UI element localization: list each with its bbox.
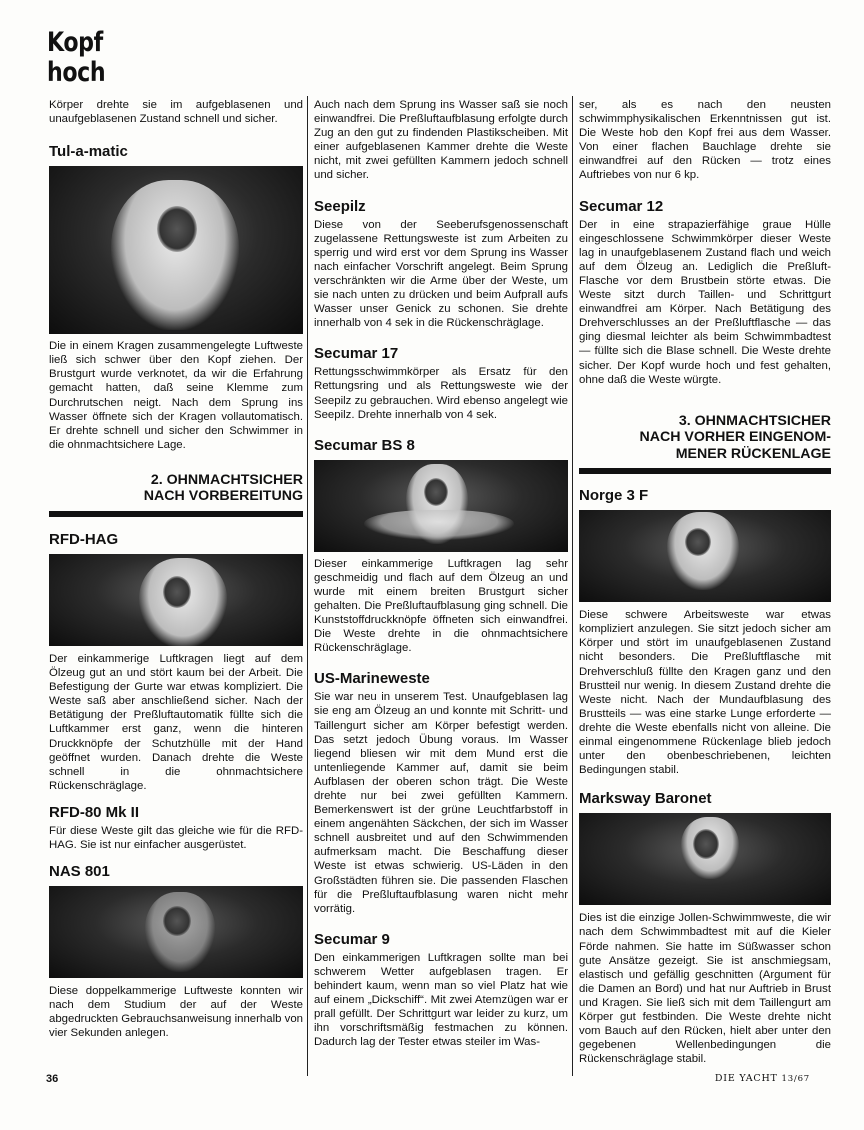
section-bar bbox=[579, 468, 831, 474]
paragraph: Rettungsschwimmkörper als Ersatz für den Rettungsring und als Rettungsweste wie der Seepilz zu gebrauchen. Wird ebenso angelegt wie Seepilz. Drehte innerhalb von 4 sek. bbox=[314, 366, 568, 421]
column-3 bbox=[579, 98, 831, 1066]
section-heading: Secumar 9 bbox=[314, 930, 390, 948]
paragraph: Körper drehte sie im aufgeblasenen und unaufgeblasenen Zustand schnell und sicher. bbox=[49, 99, 303, 126]
paragraph: Die in einem Kragen zusammengelegte Luftweste ließ sich schwer über den Kopf ziehen. Der Brustgurt wurde verknotet, da wir die Erfahrung gemacht hatten, daß seine Klemme zum Durchrutschen neigt. Nach dem Sprung ins Wasser öffnete sich der Kragen vollautomatisch. Er drehte schnell und sicher den Schwimmer in die ohnmachtsichere Lage. bbox=[49, 340, 303, 451]
section-title-line: NACH VORHER EINGENOM- bbox=[639, 429, 831, 446]
page-title bbox=[47, 28, 145, 88]
column-2 bbox=[314, 98, 568, 1050]
section-heading: US-Marineweste bbox=[314, 670, 430, 688]
page-number: 36 bbox=[46, 1073, 59, 1085]
photo-tul-a-matic bbox=[49, 166, 303, 334]
section-title-line: NACH VORBEREITUNG bbox=[143, 488, 303, 505]
section-heading: RFD-HAG bbox=[49, 530, 119, 548]
magazine-footer bbox=[715, 1073, 810, 1084]
section-heading: NAS 801 bbox=[49, 863, 110, 881]
paragraph: ser, als es nach den neusten schwimmphysikalischen Erkenntnissen gut ist. Die Weste hob den Kopf frei aus dem Wasser. Von einer flachen Bauchlage drehte sie einwandfrei auf den Rücken — trotz eines Auftriebes von nur 6 kp. bbox=[579, 99, 831, 182]
section-heading: Tul-a-matic bbox=[49, 143, 128, 161]
paragraph: Den einkammerigen Luftkragen sollte man bei schwerem Wetter aufgeblasen tragen. Er behindert kaum, wenn man so viel Platz hat wie auf einem „Dickschiff“. Mit zwei Atemzügen war er prall gefüllt. Der Schrittgurt war leider zu kurz, um ihn vorschriftsmäßig festmachen zu können. Dadurch lag der Tester etwas steiler im Was- bbox=[314, 951, 568, 1049]
photo-norge-3f bbox=[579, 510, 831, 602]
section-title-3 bbox=[579, 413, 831, 475]
photo-marksway-baronet bbox=[579, 813, 831, 905]
section-heading: Secumar BS 8 bbox=[314, 436, 415, 454]
paragraph: Diese schwere Arbeitsweste war etwas kompliziert anzulegen. Sie sitzt jedoch sicher am Körper und stört im unaufgeblasenen Zustand nicht besonders. Die Preßluftflasche mit Drehverschluß füllte den Kragen ganz und den Brustteil nur wenig. In diesem Zustand drehte die Weste nicht. Nach der Mundaufblasung des Brustteils — was eine starke Lunge erforderte — drehte die Weste ebenfalls nicht von alleine. Die einmal eingenommene Rückenlage blieb jedoch unter den obenbeschriebenen, leichten Bedingungen stabil. bbox=[579, 609, 831, 777]
section-title-line: 2. OHNMACHTSICHER bbox=[150, 471, 303, 488]
section-heading: Norge 3 F bbox=[579, 487, 649, 505]
paragraph: Diese von der Seeberufsgenossenschaft zugelassene Rettungsweste ist zum Arbeiten zu sperrig und wird erst vor dem Sprung ins Wasser nach einfacher Vorschrift angelegt. Beim Sprung verschränkten wir die Arme über der Weste, um sie nach unten zu drücken und beim Aufprall aufs Wasser unser Genick zu schonen. Sie drehte innerhalb von 4 sek in die Rückenschräglage. bbox=[314, 218, 568, 330]
column-divider bbox=[307, 96, 308, 1076]
section-heading: Secumar 17 bbox=[314, 345, 399, 363]
paragraph: Dieser einkammerige Luftkragen lag sehr geschmeidig und flach auf dem Ölzeug an und wurde mit einem breiten Brustgurt sicher gehalten. Die Preßluftaufblasung ging schnell. Die Kunststoffdruckknöpfe öffneten sich einwandfrei. Die Weste drehte in die ohnmachtsichere Rückenschräglage. bbox=[314, 557, 568, 655]
paragraph: Diese doppelkammerige Luftweste konnten wir nach dem Studium der auf der Weste abgedruckten Gebrauchsanweisung innerhalb von vier Sekunden anlegen. bbox=[49, 985, 303, 1040]
section-heading: Secumar 12 bbox=[579, 197, 664, 215]
section-heading: Seepilz bbox=[314, 197, 366, 215]
section-heading: Marksway Baronet bbox=[579, 790, 712, 808]
title-line-2: hoch bbox=[47, 57, 106, 88]
section-heading: RFD-80 Mk II bbox=[49, 803, 140, 821]
paragraph: Dies ist die einzige Jollen-Schwimmweste, die wir nach dem Schwimmbadtest mit auf die Kieler Förde nahmen. Sie hatte im Süßwasser schon gute Ansätze gezeigt. Sie ist anschmiegsam, elastisch und gefällig geschnitten (Argument für die Damen an Bord) und hat nur Auftrieb in Brust und Kragen. Sie ließ sich mit dem Taillengurt am Körper gut festbinden. Die Weste drehte nicht vom Bauch auf den Rücken, hielt aber unter den gegebenen Wellenbedingungen die Rückenschräglage stabil. bbox=[579, 912, 831, 1066]
column-1 bbox=[49, 98, 303, 1040]
section-title-line: MENER RÜCKENLAGE bbox=[675, 445, 831, 462]
paragraph: Für diese Weste gilt das gleiche wie für die RFD-HAG. Sie ist nur einfacher ausgerüstet. bbox=[49, 824, 303, 851]
photo-nas-801 bbox=[49, 886, 303, 978]
column-divider bbox=[572, 96, 573, 1076]
paragraph: Auch nach dem Sprung ins Wasser saß sie noch einwandfrei. Die Preßluftaufblasung erfolgte durch Zug an den gut zu findenden Plastikscheiben. Mit einer aufgeblasenen Kammer drehte die Weste nicht, mit zwei gefüllten Kammern jedoch schnell und sicher. bbox=[314, 99, 568, 182]
section-title-2 bbox=[49, 472, 303, 517]
section-title-line: 3. OHNMACHTSICHER bbox=[678, 412, 831, 429]
paragraph: Der einkammerige Luftkragen liegt auf dem Ölzeug gut an und stört kaum bei der Arbeit. Die Befestigung der Gurte war etwas kompliziert. Die Weste saß aber anschließend sicher. Nach der Betätigung der Preßluftautomatik füllte sich die Luftkammer erst ganz, wenn die hinteren Druckknöpfe der Schutzhülle mit der Hand geöffnet wurden. Danach drehte die Weste schnell in die ohnmachtsichere Rückenschräglage. bbox=[49, 652, 303, 792]
title-line-1: Kopf bbox=[47, 27, 103, 58]
photo-secumar-bs8 bbox=[314, 460, 568, 552]
magazine-name: DIE YACHT bbox=[714, 1073, 778, 1084]
issue-number: 13/67 bbox=[781, 1074, 810, 1084]
paragraph: Sie war neu in unserem Test. Unaufgeblasen lag sie eng am Ölzeug an und konnte mit Schritt- und Taillengurt sicher am Körper befestigt werden. Das setzt jedoch Übung voraus. Im Wasser liegend bliesen wir mit dem Mund erst die untenliegende Kammer auf, damit sie beim Aufblasen der oberen schon trägt. Die Weste drehte nur bei zwei gefüllten Kammern. Bemerkenswert ist der grüne Leuchtfarbstoff in einem angenähten Säckchen, der sich im Wasser schnell ausbreitet und auf den Schwimmenden aufmerksam macht. Die Beschaffung dieser Weste ist etwas schwierig. US-Läden in den Großstädten führen sie. Die passenden Flaschen für die Preßluftaufblasung waren nicht mehr vorrätig. bbox=[314, 691, 568, 915]
section-bar bbox=[49, 511, 303, 517]
paragraph: Der in eine strapazierfähige graue Hülle eingeschlossene Schwimmkörper dieser Weste lag in unaufgeblasenem Zustand flach und weich auf dem Ölzeug an. Lediglich die Preßluft-Flasche vor dem Brustbein störte etwas. Die Weste sitzt durch Taillen- und Schrittgurt einwandfrei am Körper. Nach Betätigung des Drehverschlusses an der Preßluftflasche — das ging diesmal leichter als beim Schwimmbadtest — füllte sich die Blase schnell. Die Weste drehte sicher. Der Kopf wurde hoch und fest gehalten, ohne daß die Weste würgte. bbox=[579, 218, 831, 386]
photo-rfd-hag bbox=[49, 554, 303, 646]
